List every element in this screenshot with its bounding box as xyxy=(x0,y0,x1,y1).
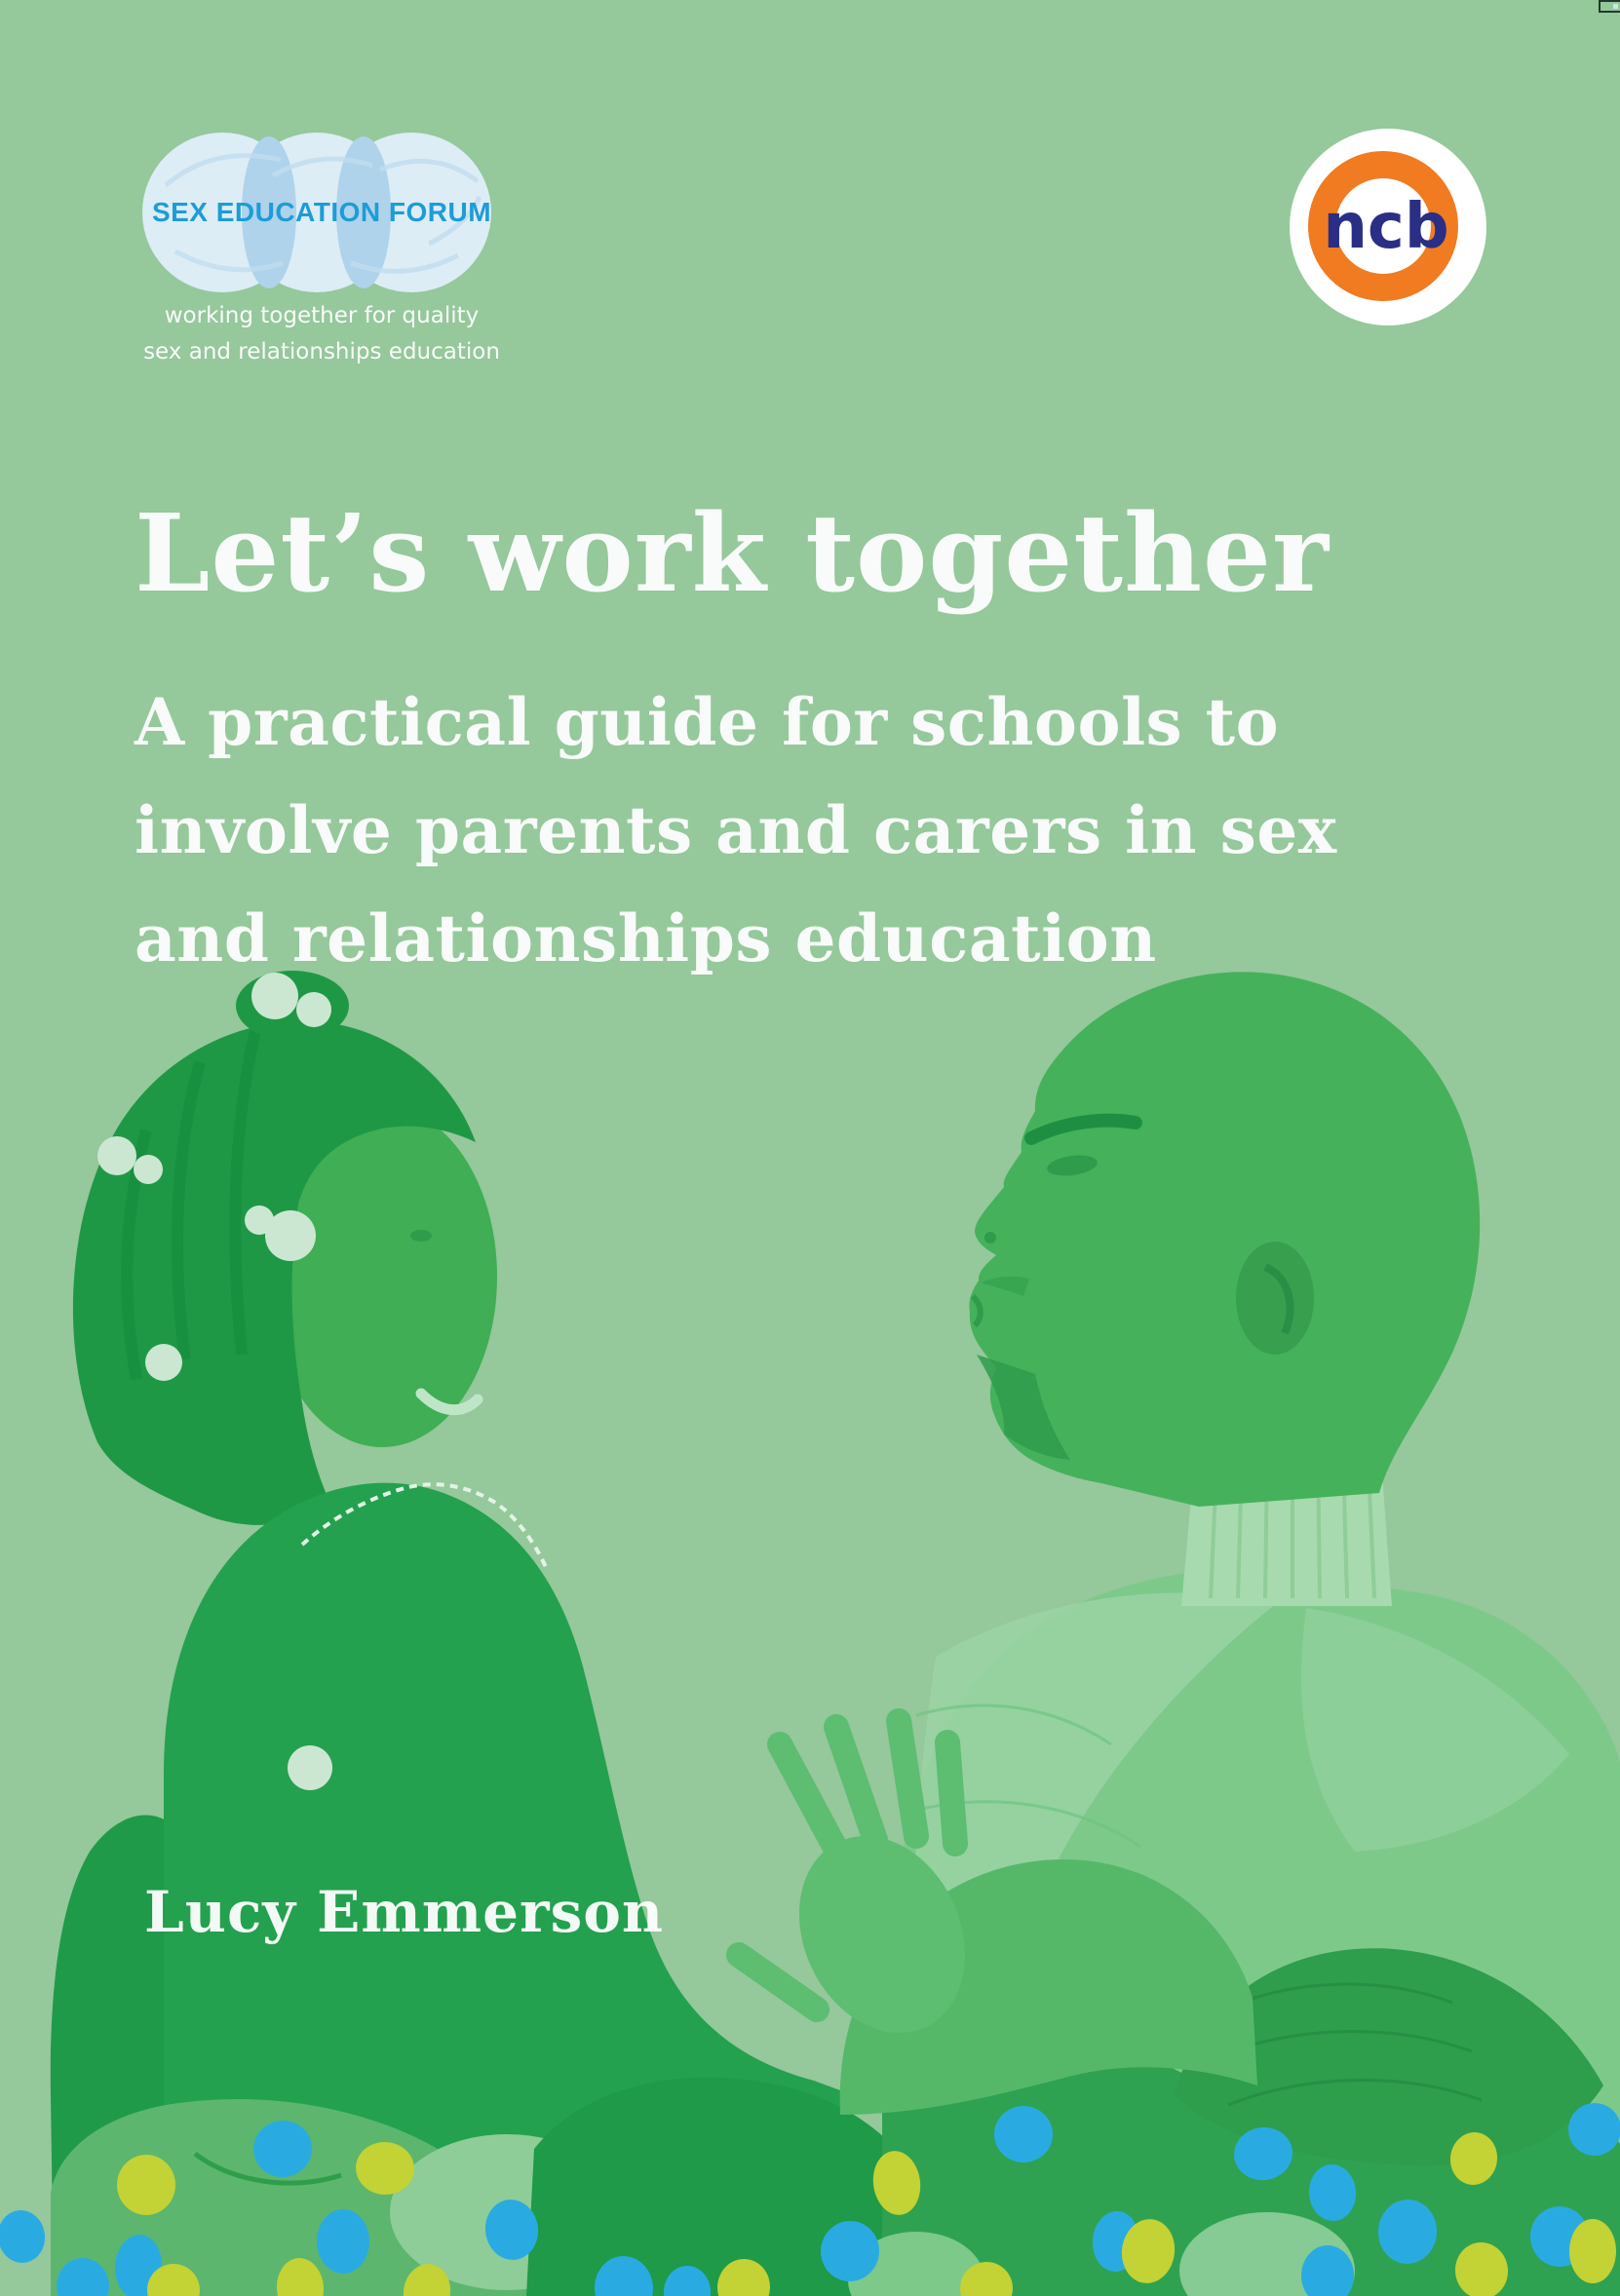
ncb-logo-icon xyxy=(1285,125,1491,331)
ncb-wordmark: ncb xyxy=(1323,191,1449,263)
paint-dot-yellow xyxy=(1569,2219,1616,2283)
sef-tagline xyxy=(97,298,546,370)
subtitle-line3: and relationships education xyxy=(135,900,1157,976)
paint-dot-blue xyxy=(317,2209,369,2274)
sef-logo-wordmark: SEX EDUCATION FORUM xyxy=(151,197,492,227)
cover-subtitle xyxy=(135,669,1538,993)
paint-dot-blue xyxy=(994,2106,1053,2162)
print-corner-mark xyxy=(1599,0,1620,13)
sex-education-forum-logo xyxy=(136,127,507,380)
subtitle-line2: involve parents and carers in sex xyxy=(135,792,1337,868)
father-figure xyxy=(739,972,1620,2296)
sef-tagline-line2: sex and relationships education xyxy=(143,339,500,364)
cover-title: Let’s work together xyxy=(135,490,1330,616)
author-name: Lucy Emmerson xyxy=(144,1879,665,1945)
paint-dot-yellow xyxy=(117,2155,175,2215)
sef-tagline-line1: working together for quality xyxy=(164,303,480,328)
subtitle-line1: A practical guide for schools to xyxy=(135,684,1280,760)
ncb-logo xyxy=(1285,125,1491,331)
girl-figure xyxy=(51,971,941,2296)
paint-dot-blue xyxy=(0,2207,49,2266)
